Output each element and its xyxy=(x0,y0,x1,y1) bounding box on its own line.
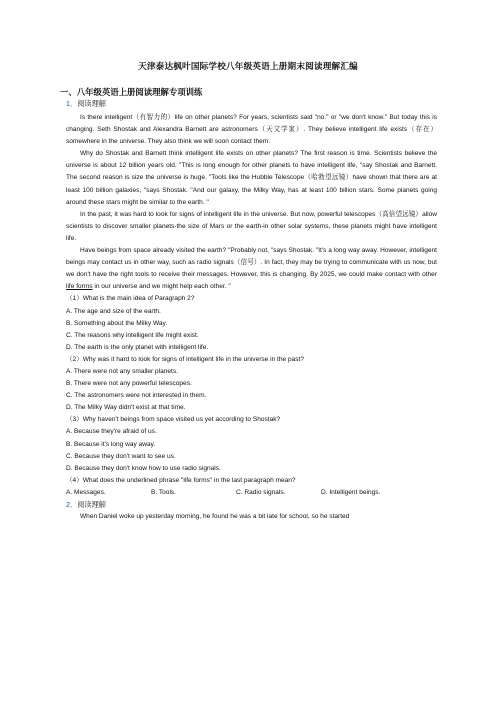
option: B. Something about the Milky Way. xyxy=(66,319,168,327)
option: C. The astronomers were not interested in them. xyxy=(66,392,207,400)
paragraph-last xyxy=(66,245,437,293)
paragraph: Is there intelligent（有智力的）life on other planets? For years, scientists said "no." or "we don't know." But today this is changing. Seth Shostak and Alexandra Barnett are astronomers（天文学家）. They believe intelligent life exists（存在）somewhere in the universe. They also think we will soon contact them. xyxy=(66,114,437,146)
question-4-options xyxy=(66,487,437,499)
paragraph-tail: in our universe and we might help each other. " xyxy=(94,283,231,291)
reading-1-number: 1． xyxy=(66,99,78,108)
option: A. Messages. xyxy=(66,488,106,496)
question-1: （1）What is the main idea of Paragraph 2? xyxy=(66,295,195,303)
option: C. Radio signals. xyxy=(236,488,286,496)
reading-1-body xyxy=(66,112,437,523)
question-2: （2）Why was it hard to look for signs of intelligent life in the universe in the past? xyxy=(66,355,304,363)
option: A. There were not any smaller planets. xyxy=(66,367,178,375)
reading-2-label: 阅读理解 xyxy=(77,500,106,509)
option: D. The Milky Way didn't exist at that time. xyxy=(66,404,186,412)
paragraph: When Daniel woke up yesterday morning, he found he was a bit late for school, so he started xyxy=(80,513,350,521)
paragraph: Why do Shostak and Barnett think intelligent life exists on other planets? The first reason is time. Scientists believe the universe is about 12 billion years old. "This is long enough for other planets to have intelligent life, "say Shostak and Barnett. The second reason is size the universe is huge. "Tools like the Hubble Telescope（哈勃望远镜）have shown that there are at least 100 billion galaxies, "says Shostak. "And our galaxy, the Milky Way, has at least 100 billion stars. Some planets going around these stars might be similar to the earth. " xyxy=(66,150,437,206)
paragraph-text: Have beings from space already visited the earth? "Probably not, "says Shostak. "It's a long way away. However, intelligent beings may contact us in other way, such as radio signals（信号）. In fact, they may be trying to communicate with us now, but we don't have the right tools to receive their messages. However, this is changing. By 2025, we could make contact with other xyxy=(66,247,437,279)
reading-2-heading xyxy=(66,499,437,511)
document-title: 天津泰达枫叶国际学校八年级英语上册期末阅读理解汇编 xyxy=(138,62,358,72)
option: B. Because it's long way away. xyxy=(66,440,156,448)
reading-1-label: 阅读理解 xyxy=(77,99,106,108)
option: A. The age and size of the earth. xyxy=(66,307,161,315)
reading-2-number: 2． xyxy=(66,500,78,509)
option: A. Because they're afraid of us. xyxy=(66,428,157,436)
option: C. The reasons why intelligent life might exist. xyxy=(66,331,199,339)
option: D. Intelligent beings. xyxy=(321,488,381,496)
reading-1-heading xyxy=(66,99,106,109)
section-heading: 一、八年级英语上册阅读理解专项训练 xyxy=(60,87,203,97)
option: C. Because they don't want to see us. xyxy=(66,452,176,460)
option: B. Tools. xyxy=(151,488,176,496)
option: D. The earth is the only planet with intelligent life. xyxy=(66,343,209,351)
question-4: （4）What does the underlined phrase "life forms" in the last paragraph mean? xyxy=(66,476,296,484)
paragraph: In the past, it was hard to look for signs of intelligent life in the universe. But now, powerful telescopes（高倍望远镜）allow scientists to discover smaller planets-the size of Mars or the earth-in other solar systems, these planets might have intelligent life. xyxy=(66,210,437,242)
question-3: （3）Why haven't beings from space visited us yet according to Shostak? xyxy=(66,416,281,424)
underlined-phrase: life forms xyxy=(66,283,93,291)
option: D. Because they don't know how to use radio signals. xyxy=(66,464,221,472)
option: B. There were not any powerful telescopes. xyxy=(66,380,192,388)
